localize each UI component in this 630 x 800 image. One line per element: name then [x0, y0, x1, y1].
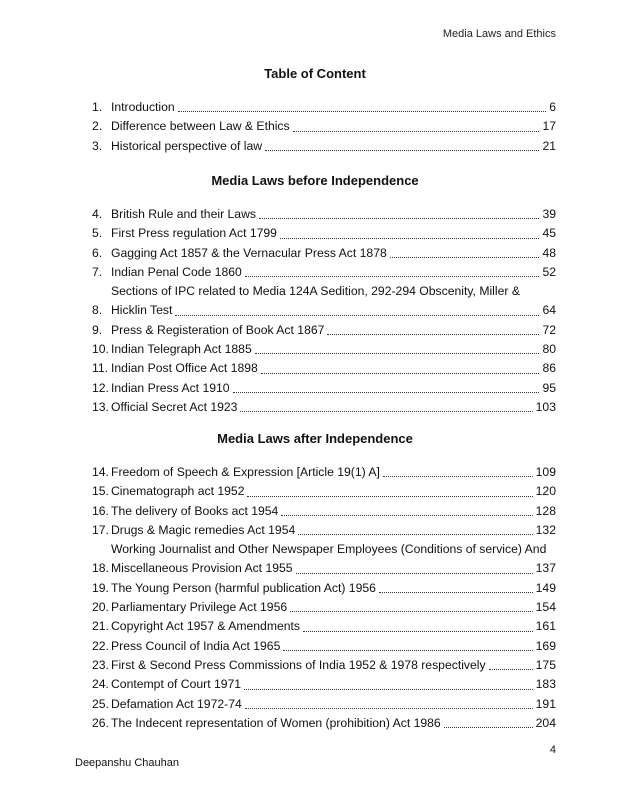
toc-entry-number: 10.	[92, 342, 109, 357]
toc-entry-number: 3.	[92, 138, 103, 153]
toc-entry-body	[111, 482, 556, 501]
toc-entry-body	[111, 540, 556, 579]
toc-entry-number: 17.	[92, 522, 109, 537]
toc-entry-title: Drugs & Magic remedies Act 1954	[111, 522, 296, 537]
dot-leader	[283, 650, 532, 651]
toc-entry-number: 7.	[92, 264, 103, 279]
toc-entry-title-line-1: Working Journalist and Other Newspaper Employees (Conditions of service) And	[111, 542, 547, 557]
toc-entry-number: 20.	[92, 600, 109, 615]
toc-entry	[92, 579, 556, 598]
toc-entry-page: 45	[542, 226, 556, 241]
toc-entry	[92, 521, 556, 540]
toc-entry-title: Historical perspective of law	[111, 138, 263, 153]
dot-leader	[390, 257, 540, 258]
page-number: 4	[549, 744, 556, 756]
toc-entry-title: Defamation Act 1972-74	[111, 696, 242, 711]
toc-entry-body	[111, 205, 556, 224]
toc-entry-body	[111, 675, 556, 694]
toc-entry-page: 17	[542, 119, 556, 134]
toc-entry	[92, 398, 556, 417]
toc-entry-page: 154	[535, 600, 556, 615]
toc-entry-title: First Press regulation Act 1799	[111, 226, 277, 241]
toc-entry-title: Indian Post Office Act 1898	[111, 361, 258, 376]
toc-entry-body	[111, 340, 556, 359]
toc-entry	[92, 463, 556, 482]
toc-entry-number: 21.	[92, 619, 109, 634]
toc-entry-page: 21	[542, 138, 556, 153]
toc-entry-body	[111, 656, 556, 675]
toc-entry	[92, 540, 556, 579]
toc-entry-title-line-1: Sections of IPC related to Media 124A Sedition, 292-294 Obscenity, Miller &	[111, 284, 520, 299]
dot-leader	[327, 334, 539, 335]
toc-entry-number: 14.	[92, 465, 109, 479]
toc-entry	[92, 637, 556, 656]
dot-leader	[444, 727, 533, 728]
toc-entry-page: 137	[535, 561, 556, 576]
toc-title: Table of Content	[264, 66, 366, 81]
toc-entry-title: Cinematograph act 1952	[111, 484, 245, 499]
toc-entry-title: Parliamentary Privilege Act 1956	[111, 600, 288, 615]
toc-entry-title: Press & Registeration of Book Act 1867	[111, 322, 325, 337]
toc-entry-title: Contempt of Court 1971	[111, 677, 242, 692]
toc-entry-body	[111, 714, 556, 733]
toc-list-before-independence	[92, 205, 556, 417]
toc-entry-title: The Indecent representation of Women (prohibition) Act 1986	[111, 715, 441, 730]
toc-entry	[92, 379, 556, 398]
toc-entry-page: 204	[535, 715, 556, 730]
dot-leader	[247, 496, 532, 497]
toc-entry	[92, 263, 556, 282]
dot-leader	[379, 592, 533, 593]
toc-entry-number: 13.	[92, 399, 109, 414]
toc-entry-page: 6	[549, 100, 556, 114]
toc-entry-body	[111, 617, 556, 636]
toc-entry-title: The delivery of Books act 1954	[111, 503, 279, 518]
toc-entry	[92, 244, 556, 263]
toc-entry	[92, 359, 556, 378]
toc-entry-body	[111, 98, 556, 117]
toc-entry-body	[111, 398, 556, 417]
toc-entry-body	[111, 137, 556, 156]
toc-entry-number: 5.	[92, 226, 103, 241]
toc-entry-page: 95	[542, 380, 556, 395]
toc-entry-body	[111, 263, 556, 282]
toc-entry-page: 120	[535, 484, 556, 499]
toc-entry	[92, 205, 556, 224]
toc-entry-number: 24.	[92, 677, 109, 692]
dot-leader	[261, 373, 540, 374]
toc-entry-body	[111, 359, 556, 378]
dot-leader	[383, 476, 533, 477]
toc-entry-page: 149	[535, 580, 556, 595]
toc-entry-number: 12.	[92, 380, 109, 395]
toc-entry-body	[111, 598, 556, 617]
toc-entry-title: Introduction	[111, 100, 175, 114]
dot-leader	[293, 131, 540, 132]
dot-leader	[265, 150, 539, 151]
toc-entry-title: Official Secret Act 1923	[111, 399, 238, 414]
dot-leader	[280, 238, 539, 239]
toc-entry-number: 6.	[92, 245, 103, 260]
toc-entry-number: 8.	[92, 303, 103, 318]
dot-leader	[259, 218, 539, 219]
dot-leader	[255, 353, 540, 354]
toc-entry-title: Freedom of Speech & Expression [Article 19(1) A]	[111, 465, 380, 479]
toc-entry-title: Difference between Law & Ethics	[111, 119, 290, 134]
toc-entry-page: 128	[535, 503, 556, 518]
toc-entry-title: Copyright Act 1957 & Amendments	[111, 619, 301, 634]
toc-entry-title-line-2: Miscellaneous Provision Act 1955	[111, 561, 293, 576]
dot-leader	[178, 111, 547, 112]
toc-entry-number: 22.	[92, 638, 109, 653]
dot-leader	[233, 392, 540, 393]
toc-entry-body	[111, 224, 556, 243]
toc-entry	[92, 321, 556, 340]
toc-entry-number: 16.	[92, 503, 109, 518]
toc-entry-page: 191	[535, 696, 556, 711]
dot-leader	[290, 611, 533, 612]
toc-entry	[92, 224, 556, 243]
toc-entry-number: 23.	[92, 657, 109, 672]
toc-entry-number: 26.	[92, 715, 109, 730]
toc-entry	[92, 598, 556, 617]
toc-entry	[92, 714, 556, 733]
section-heading-before-independence: Media Laws before Independence	[211, 173, 419, 188]
toc-entry-body	[111, 637, 556, 656]
toc-entry-lines	[111, 282, 556, 321]
toc-entry-page: 52	[542, 264, 556, 279]
toc-entry-number: 25.	[92, 696, 109, 711]
toc-entry-number: 2.	[92, 119, 103, 134]
toc-entry-page: 80	[542, 342, 556, 357]
toc-entry-lines	[111, 540, 556, 579]
toc-entry-number: 11.	[92, 361, 109, 376]
running-header: Media Laws and Ethics	[442, 28, 556, 40]
dot-leader	[489, 669, 533, 670]
toc-entry	[92, 98, 556, 117]
toc-list-intro	[92, 98, 556, 156]
toc-entry-number: 4.	[92, 207, 103, 221]
toc-entry-number: 18.	[92, 561, 109, 576]
toc-entry	[92, 675, 556, 694]
toc-entry	[92, 137, 556, 156]
toc-entry	[92, 282, 556, 321]
dot-leader	[245, 276, 540, 277]
toc-entry-page: 86	[542, 361, 556, 376]
toc-entry-body	[111, 695, 556, 714]
toc-entry-title: Indian Press Act 1910	[111, 380, 230, 395]
toc-entry-body	[111, 579, 556, 598]
toc-entry	[92, 340, 556, 359]
toc-entry-number: 19.	[92, 580, 109, 595]
toc-entry-page: 161	[535, 619, 556, 634]
toc-entry-number: 15.	[92, 484, 109, 499]
toc-entry-body	[111, 244, 556, 263]
toc-entry-body	[111, 502, 556, 521]
dot-leader	[281, 515, 532, 516]
toc-entry-title: Indian Penal Code 1860	[111, 264, 242, 279]
toc-entry-body	[111, 282, 556, 321]
toc-entry-title: Indian Telegraph Act 1885	[111, 342, 252, 357]
toc-entry-page: 175	[535, 657, 556, 672]
dot-leader	[296, 573, 533, 574]
toc-entry-page: 72	[542, 322, 556, 337]
dot-leader	[303, 631, 533, 632]
toc-entry-body	[111, 379, 556, 398]
toc-entry	[92, 482, 556, 501]
dot-leader	[240, 411, 532, 412]
toc-entry-body	[111, 117, 556, 136]
dot-leader	[175, 315, 539, 316]
toc-entry-title: Gagging Act 1857 & the Vernacular Press Act 1878	[111, 245, 387, 260]
toc-list-after-independence	[92, 463, 556, 733]
toc-entry-title: First & Second Press Commissions of India 1952 & 1978 respectively	[111, 657, 486, 672]
toc-entry	[92, 695, 556, 714]
toc-entry-page: 109	[535, 465, 556, 479]
toc-entry	[92, 656, 556, 675]
toc-entry-page: 183	[535, 677, 556, 692]
toc-entry-body	[111, 521, 556, 540]
toc-entry	[92, 617, 556, 636]
toc-entry-page: 103	[535, 399, 556, 414]
toc-entry-last-line	[111, 559, 556, 578]
toc-entry-number: 9.	[92, 322, 103, 337]
toc-entry-title: Press Council of India Act 1965	[111, 638, 281, 653]
toc-entry-page: 169	[535, 638, 556, 653]
toc-entry-page: 64	[542, 303, 556, 318]
dot-leader	[245, 708, 533, 709]
toc-entry-last-line	[111, 301, 556, 320]
toc-entry-page: 48	[542, 245, 556, 260]
toc-entry-body	[111, 321, 556, 340]
toc-entry-page: 132	[535, 522, 556, 537]
dot-leader	[244, 689, 533, 690]
dot-leader	[298, 534, 532, 535]
toc-entry-body	[111, 463, 556, 482]
toc-entry-title: British Rule and their Laws	[111, 207, 256, 221]
toc-entry	[92, 502, 556, 521]
toc-entry-title: The Young Person (harmful publication Act) 1956	[111, 580, 376, 595]
toc-entry-number: 1.	[92, 100, 103, 114]
toc-entry	[92, 117, 556, 136]
toc-entry-page: 39	[542, 207, 556, 221]
section-heading-after-independence: Media Laws after Independence	[217, 431, 413, 446]
footer-author: Deepanshu Chauhan	[75, 757, 179, 769]
toc-entry-title-line-2: Hicklin Test	[111, 303, 173, 318]
